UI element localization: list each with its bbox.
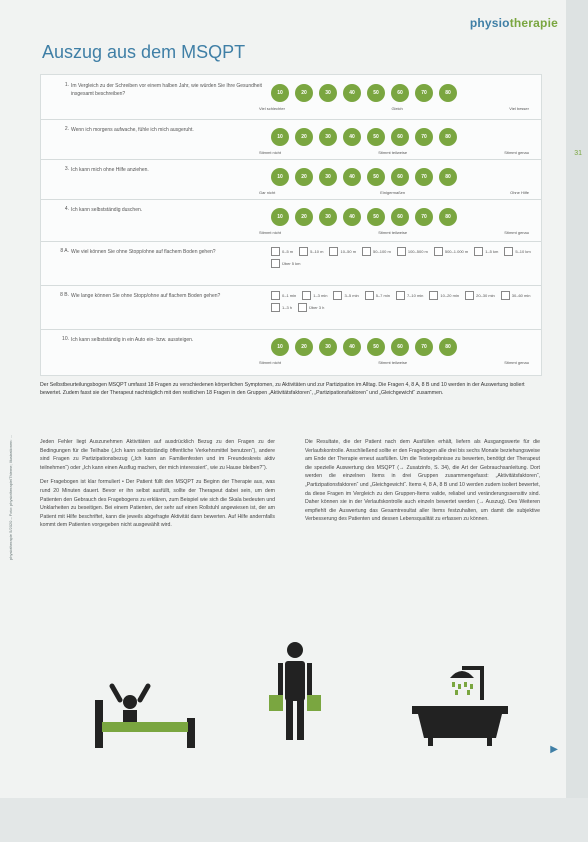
anchor-low: Gar nicht	[259, 190, 276, 195]
question-number: 4.	[64, 206, 69, 212]
question-1	[41, 75, 541, 120]
scale-anchors	[259, 360, 529, 365]
page-number: 31	[574, 150, 582, 157]
question-number: 8 A.	[60, 248, 69, 254]
checkbox[interactable]	[396, 291, 405, 300]
scale-dot[interactable]: 20	[295, 168, 313, 186]
scale-dot[interactable]: 80	[439, 128, 457, 146]
checkbox[interactable]	[271, 291, 280, 300]
question-4	[41, 199, 541, 242]
scale-dot[interactable]: 10	[271, 338, 289, 356]
question-3	[41, 159, 541, 200]
checkbox[interactable]	[365, 291, 374, 300]
option[interactable]: Über 5 km	[271, 259, 300, 268]
question-number: 10.	[62, 336, 69, 342]
bed-icon	[90, 680, 200, 750]
anchor-high: Viel besser	[509, 106, 529, 111]
scale-dot[interactable]: 20	[295, 338, 313, 356]
anchor-high: Stimmt genau	[504, 150, 529, 155]
anchor-low: Viel schlechter	[259, 106, 285, 111]
rating-scale	[271, 168, 521, 186]
checkbox[interactable]	[501, 291, 510, 300]
checkbox[interactable]	[271, 303, 280, 312]
bathtub-shower-icon	[410, 660, 510, 750]
scale-dot[interactable]: 40	[343, 84, 361, 102]
questionnaire-box	[40, 74, 542, 376]
scale-dot[interactable]: 40	[343, 128, 361, 146]
question-text: Ich kann mich ohne Hilfe anziehen.	[71, 167, 149, 173]
article-column-left	[40, 438, 275, 536]
scale-dot[interactable]: 30	[319, 84, 337, 102]
scale-dot[interactable]: 20	[295, 128, 313, 146]
option[interactable]: 5–10 m	[299, 247, 323, 256]
option[interactable]: 50–100 m	[362, 247, 391, 256]
anchor-high: Ohne Hilfe	[510, 190, 529, 195]
scale-dot[interactable]: 30	[319, 338, 337, 356]
option[interactable]: 0–5 m	[271, 247, 293, 256]
scale-dot[interactable]: 20	[295, 84, 313, 102]
option[interactable]: 20–30 min	[465, 291, 495, 300]
checkbox[interactable]	[397, 247, 406, 256]
scale-dot[interactable]: 50	[367, 84, 385, 102]
scale-dot[interactable]: 10	[271, 208, 289, 226]
scale-dot[interactable]: 70	[415, 168, 433, 186]
paragraph: Jeden Fehler liegt Auszunehmen Aktivitäten auf ausdrücklich Bezug zu den Fragen zu der Bedingungen für die Teilhabe („Ich kann selbstständig öffentliche Verkehrsmittel benutzen“), andere sind Fragen zu Partizipationsbezug („Ich kann an Familienfesten und im Freundeskreis aktiv teilnehmen“) oder „Ich kann einen Ausflug machen, der mich interessiert“, wie zu Hause bleiben?“).	[40, 439, 275, 471]
scale-dot[interactable]: 10	[271, 128, 289, 146]
question-number: 8 B.	[60, 292, 69, 298]
question-number: 3.	[64, 166, 69, 172]
scale-dot[interactable]: 70	[415, 84, 433, 102]
illustration-row	[90, 640, 530, 760]
question-number: 2.	[64, 126, 69, 132]
scale-dot[interactable]: 50	[367, 208, 385, 226]
scale-dot[interactable]: 70	[415, 128, 433, 146]
page-edge	[566, 0, 588, 842]
checkbox[interactable]	[333, 291, 342, 300]
scale-dot[interactable]: 30	[319, 128, 337, 146]
scale-dot[interactable]: 80	[439, 168, 457, 186]
checkbox[interactable]	[429, 291, 438, 300]
anchor-low: Stimmt nicht	[259, 230, 282, 235]
question-2	[41, 119, 541, 160]
scale-dot[interactable]: 20	[295, 208, 313, 226]
scale-dot[interactable]: 60	[391, 128, 409, 146]
scale-dot[interactable]: 60	[391, 208, 409, 226]
person-with-bags-icon	[265, 640, 325, 750]
option[interactable]: 10–50 m	[329, 247, 356, 256]
anchor-mid: Stimmt teilweise	[378, 360, 408, 365]
option[interactable]: 5–10 km	[504, 247, 530, 256]
rating-scale	[271, 208, 521, 226]
brand-therapie: therapie	[509, 16, 558, 30]
rating-scale	[271, 84, 521, 102]
brand-logo	[470, 16, 558, 30]
question-text: Ich kann selbstständig duschen.	[71, 207, 143, 213]
checkbox[interactable]	[329, 247, 338, 256]
option[interactable]: 30–60 min	[501, 291, 531, 300]
scale-anchors	[259, 230, 529, 235]
scale-dot[interactable]: 70	[415, 338, 433, 356]
option[interactable]: Über 3 h	[298, 303, 324, 312]
anchor-mid: Einigermaßen	[380, 190, 406, 195]
rating-scale	[271, 128, 521, 146]
checkbox[interactable]	[474, 247, 483, 256]
side-credit: physiotherapie 5/2020 – Foto: physiotherapie/Thieme; Illustrationen: ...	[8, 435, 13, 560]
question-text: Wie viel können Sie ohne Stopp/ohne auf flachem Boden gehen?	[71, 249, 216, 255]
scale-dot[interactable]: 50	[367, 338, 385, 356]
scale-dot[interactable]: 60	[391, 84, 409, 102]
question-8b	[41, 285, 541, 330]
question-8a	[41, 241, 541, 286]
scale-anchors	[259, 106, 529, 111]
option[interactable]: 1–3 h	[271, 303, 292, 312]
anchor-mid: Gleich	[391, 106, 403, 111]
scale-anchors	[259, 190, 529, 195]
scale-dot[interactable]: 80	[439, 84, 457, 102]
scale-dot[interactable]: 30	[319, 168, 337, 186]
scale-dot[interactable]: 70	[415, 208, 433, 226]
checkbox[interactable]	[465, 291, 474, 300]
time-options	[271, 291, 531, 312]
anchor-low: Stimmt nicht	[259, 150, 282, 155]
page-title: Auszug aus dem MSQPT	[42, 42, 246, 62]
page-bottom-shadow	[0, 798, 588, 842]
figure-caption: Der Selbstbeurteilungsbogen MSQPT umfasst 18 Fragen zu verschiedenen körperlichen Symptomen, zu Aktivitäten und zur Partizipation im Alltag. Die Fragen 4, 8 A, 8 B und 10 werden in der Auswertung isoliert bewertet. Zudem fasst sie der Therapeut nachträglich mit den restlichen 18 Fragen in den Gruppen „Aktivitätsfaktoren“, „Partizipationsfaktoren“ und „Gleichgewicht“ zusammen.	[40, 382, 525, 396]
anchor-mid: Stimmt teilweise	[378, 230, 408, 235]
scale-dot[interactable]: 30	[319, 208, 337, 226]
question-10	[41, 329, 541, 375]
option[interactable]: 3–5 min	[333, 291, 358, 300]
question-text: Wie lange können Sie ohne Stopp/ohne auf flachem Boden gehen?	[71, 293, 221, 299]
checkbox[interactable]	[434, 247, 443, 256]
checkbox[interactable]	[504, 247, 513, 256]
option[interactable]: 100–500 m	[397, 247, 428, 256]
scale-anchors	[259, 150, 529, 155]
anchor-high: Stimmt genau	[504, 230, 529, 235]
option[interactable]: 7–10 min	[396, 291, 423, 300]
option[interactable]: 1–3 min	[302, 291, 327, 300]
scale-dot[interactable]: 10	[271, 84, 289, 102]
anchor-low: Stimmt nicht	[259, 360, 282, 365]
brand-physio: physio	[469, 16, 510, 30]
anchor-high: Stimmt genau	[504, 360, 529, 365]
rating-scale	[271, 338, 521, 356]
paragraph: Der Fragebogen ist klar formuliert • Der Patient füllt den MSQPT zu Beginn der Therapie aus, was rund 20 Minuten dauert. Bevor er ihn selbst ausfüllt, sollte der Therapeut dabei sein, um dem Patienten den Gebrauch des Fragebogens zu erklären, zum Beispiel wie sich die Skala bedeuten und Unklarheiten zu beseitigen. Bei einem Patienten, der sehr auf einen Rollstuhl angewiesen ist, der am Patient mit Hilfe beschriftet, kann die jeweils abgefragte Aktivität dann bewerten. Auf Hilfe andernfalls kommt dem Patienten vorgegeben nicht ausgewählt wird.	[40, 479, 275, 529]
question-text: Im Vergleich zu der Schreiben vor einem halben Jahr, wie würden Sie Ihre Gesundheit insgesamt beschreiben?	[71, 83, 262, 97]
scale-dot[interactable]: 40	[343, 338, 361, 356]
scale-dot[interactable]: 40	[343, 208, 361, 226]
checkbox[interactable]	[299, 247, 308, 256]
checkbox[interactable]	[271, 259, 280, 268]
scale-dot[interactable]: 10	[271, 168, 289, 186]
scale-dot[interactable]: 80	[439, 338, 457, 356]
article-column-right	[305, 438, 540, 530]
checkbox[interactable]	[298, 303, 307, 312]
option[interactable]: 500–1.000 m	[434, 247, 468, 256]
next-page-arrow-icon[interactable]: ▶	[550, 744, 558, 755]
option[interactable]: 0–1 min	[271, 291, 296, 300]
checkbox[interactable]	[362, 247, 371, 256]
paragraph: Die Resultate, die der Patient nach dem Ausfüllen erhält, liefern als Ausgangswerte für die Verlaufskontrolle. Anschließend sollte er den Fragebogen alle drei bis sechs Monate beziehungsweise am Ende der Therapie erneut ausfüllen. Um die Testergebnisse zu bewerten, benötigt der Therapeut die spezielle Auswertung des MSQPT (→ Zusatzinfo, S. 34), die Art der Gebrauchsanleitung. Dort werden die einzelnen Items in drei Gruppen zusammengefasst: „Aktivitätsfaktoren“, „Partizipationsfaktoren“ und „Gleichgewicht“. Items 4, 8 A, 8 B und 10 werden zudem isoliert bewertet, da diese Fragen im Vergleich zu den Gruppen-Items valide, reliabel und veränderungssensitiv sind. Daher können sie in der Verlaufskontrolle auch einzeln bewertet werden (→ Auszug). Des Weiteren empfiehlt die Auswertung das Gesamtresultat aller Items festzuhalten, um damit die subjektive Verbesserung des Patienten und dessen Lebensqualität zu erfassen zu können.	[305, 439, 540, 523]
scale-dot[interactable]: 50	[367, 168, 385, 186]
scale-dot[interactable]: 60	[391, 168, 409, 186]
option[interactable]: 10–20 min	[429, 291, 459, 300]
scale-dot[interactable]: 40	[343, 168, 361, 186]
distance-options	[271, 247, 531, 268]
question-text: Wenn ich morgens aufwache, fühle ich mich ausgeruht.	[71, 127, 194, 133]
checkbox[interactable]	[271, 247, 280, 256]
question-text: Ich kann selbstständig in ein Auto ein- bzw. aussteigen.	[71, 337, 194, 343]
scale-dot[interactable]: 60	[391, 338, 409, 356]
checkbox[interactable]	[302, 291, 311, 300]
anchor-mid: Stimmt teilweise	[378, 150, 408, 155]
option[interactable]: 1–5 km	[474, 247, 498, 256]
scale-dot[interactable]: 50	[367, 128, 385, 146]
option[interactable]: 5–7 min	[365, 291, 390, 300]
scale-dot[interactable]: 80	[439, 208, 457, 226]
question-number: 1.	[64, 82, 69, 88]
